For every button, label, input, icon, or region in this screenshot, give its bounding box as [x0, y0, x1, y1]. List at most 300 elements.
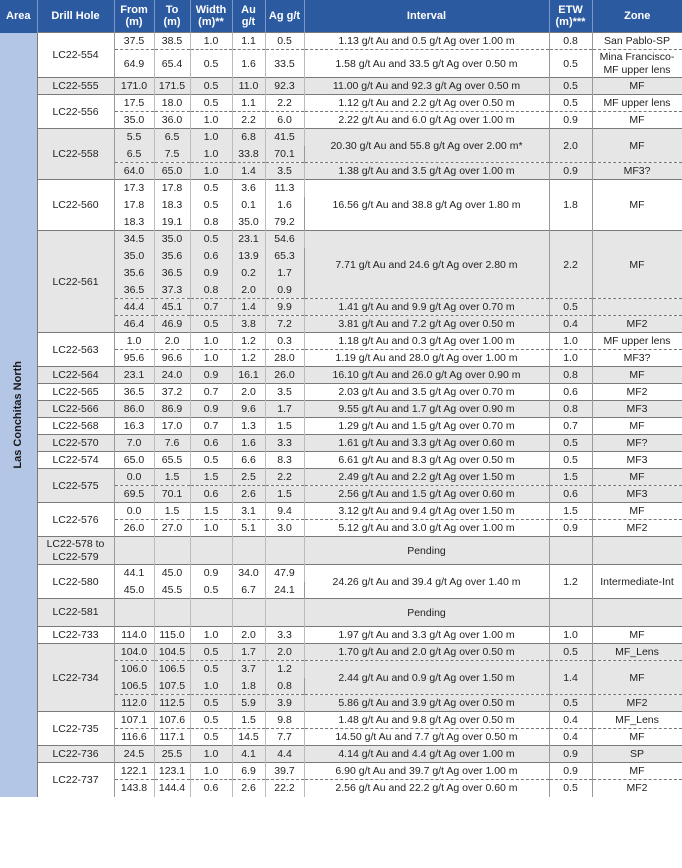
cell-from: 35.0 — [114, 248, 154, 265]
drill-hole-name: LC22-561 — [37, 231, 114, 333]
empty-cell — [232, 599, 265, 627]
zone-name: MF? — [592, 435, 682, 452]
interval-summary: 3.12 g/t Au and 9.4 g/t Ag over 1.50 m — [304, 503, 549, 520]
zone-name: MF_Lens — [592, 712, 682, 729]
cell-to: 104.5 — [154, 644, 190, 661]
drill-hole-name: LC22-566 — [37, 401, 114, 418]
cell-au: 1.1 — [232, 95, 265, 112]
cell-to: 106.5 — [154, 661, 190, 678]
cell-au: 2.6 — [232, 486, 265, 503]
cell-ag: 3.9 — [265, 695, 304, 712]
cell-from: 35.6 — [114, 265, 154, 282]
cell-width: 1.0 — [190, 112, 232, 129]
cell-au: 35.0 — [232, 214, 265, 231]
cell-to: 107.5 — [154, 678, 190, 695]
empty-cell — [114, 599, 154, 627]
cell-width: 0.5 — [190, 661, 232, 678]
etw-value: 0.6 — [549, 384, 592, 401]
cell-ag: 26.0 — [265, 367, 304, 384]
cell-from: 122.1 — [114, 763, 154, 780]
cell-from: 23.1 — [114, 367, 154, 384]
etw-value: 0.4 — [549, 729, 592, 746]
cell-to: 7.6 — [154, 435, 190, 452]
drill-hole-name: LC22-736 — [37, 746, 114, 763]
table-row — [0, 537, 682, 565]
interval-summary: 4.14 g/t Au and 4.4 g/t Ag over 1.00 m — [304, 746, 549, 763]
cell-ag: 24.1 — [265, 582, 304, 599]
cell-au: 6.8 — [232, 129, 265, 146]
cell-au: 2.6 — [232, 780, 265, 797]
cell-to: 1.5 — [154, 503, 190, 520]
zone-name: MF — [592, 627, 682, 644]
table-row — [0, 746, 682, 763]
cell-to: 65.4 — [154, 50, 190, 78]
drill-hole-name: LC22-558 — [37, 129, 114, 180]
table-row — [0, 469, 682, 486]
cell-width: 0.9 — [190, 401, 232, 418]
cell-to: 45.1 — [154, 299, 190, 316]
cell-to: 19.1 — [154, 214, 190, 231]
cell-to: 65.0 — [154, 163, 190, 180]
table-row — [0, 627, 682, 644]
area-cell — [0, 33, 37, 797]
table-row — [0, 231, 682, 248]
interval-summary: 1.13 g/t Au and 0.5 g/t Ag over 1.00 m — [304, 33, 549, 50]
col-header-width: Width (m)** — [190, 0, 232, 33]
interval-summary: 2.44 g/t Au and 0.9 g/t Ag over 1.50 m — [304, 661, 549, 695]
cell-width: 1.0 — [190, 746, 232, 763]
cell-au: 2.0 — [232, 384, 265, 401]
cell-to: 1.5 — [154, 469, 190, 486]
cell-width: 0.5 — [190, 729, 232, 746]
drill-hole-name: LC22-556 — [37, 95, 114, 129]
cell-width: 0.8 — [190, 214, 232, 231]
cell-from: 0.0 — [114, 469, 154, 486]
cell-from: 37.5 — [114, 33, 154, 50]
cell-to: 65.5 — [154, 452, 190, 469]
cell-au: 33.8 — [232, 146, 265, 163]
interval-summary: 24.26 g/t Au and 39.4 g/t Ag over 1.40 m — [304, 565, 549, 599]
interval-summary: 1.97 g/t Au and 3.3 g/t Ag over 1.00 m — [304, 627, 549, 644]
cell-to: 37.2 — [154, 384, 190, 401]
cell-ag: 1.5 — [265, 418, 304, 435]
drill-hole-name: LC22-575 — [37, 469, 114, 503]
drill-hole-name: LC22-565 — [37, 384, 114, 401]
table-row — [0, 78, 682, 95]
cell-to: 37.3 — [154, 282, 190, 299]
empty-cell — [154, 599, 190, 627]
cell-ag: 92.3 — [265, 78, 304, 95]
etw-value: 0.9 — [549, 520, 592, 537]
cell-width: 0.5 — [190, 452, 232, 469]
cell-au: 34.0 — [232, 565, 265, 582]
cell-ag: 9.9 — [265, 299, 304, 316]
cell-to: 115.0 — [154, 627, 190, 644]
table-row — [0, 452, 682, 469]
cell-width: 1.0 — [190, 678, 232, 695]
cell-ag: 0.8 — [265, 678, 304, 695]
etw-value: 1.5 — [549, 469, 592, 486]
cell-to: 36.0 — [154, 112, 190, 129]
cell-width: 1.0 — [190, 333, 232, 350]
cell-ag: 33.5 — [265, 50, 304, 78]
interval-summary: 7.71 g/t Au and 24.6 g/t Ag over 2.80 m — [304, 231, 549, 299]
etw-value: 0.9 — [549, 112, 592, 129]
cell-to: 17.0 — [154, 418, 190, 435]
etw-value: 0.5 — [549, 780, 592, 797]
interval-summary: 2.22 g/t Au and 6.0 g/t Ag over 1.00 m — [304, 112, 549, 129]
cell-ag: 1.7 — [265, 265, 304, 282]
empty-cell — [549, 599, 592, 627]
empty-cell — [154, 537, 190, 565]
interval-summary: 6.90 g/t Au and 39.7 g/t Ag over 1.00 m — [304, 763, 549, 780]
drill-hole-name: LC22-733 — [37, 627, 114, 644]
cell-from: 114.0 — [114, 627, 154, 644]
zone-name: MF2 — [592, 780, 682, 797]
interval-summary: 1.38 g/t Au and 3.5 g/t Ag over 1.00 m — [304, 163, 549, 180]
cell-width: 1.5 — [190, 469, 232, 486]
empty-cell — [592, 537, 682, 565]
cell-au: 16.1 — [232, 367, 265, 384]
cell-from: 112.0 — [114, 695, 154, 712]
interval-summary: 1.70 g/t Au and 2.0 g/t Ag over 0.50 m — [304, 644, 549, 661]
drill-hole-name: LC22-555 — [37, 78, 114, 95]
interval-summary: 1.61 g/t Au and 3.3 g/t Ag over 0.60 m — [304, 435, 549, 452]
zone-name: MF2 — [592, 384, 682, 401]
cell-ag: 3.3 — [265, 627, 304, 644]
drill-hole-name: LC22-570 — [37, 435, 114, 452]
cell-width: 0.9 — [190, 565, 232, 582]
col-header-from: From (m) — [114, 0, 154, 33]
cell-width: 0.5 — [190, 582, 232, 599]
etw-value: 0.9 — [549, 163, 592, 180]
cell-to: 6.5 — [154, 129, 190, 146]
cell-from: 143.8 — [114, 780, 154, 797]
cell-au: 2.0 — [232, 282, 265, 299]
cell-to: 25.5 — [154, 746, 190, 763]
drill-hole-name: LC22-578 to LC22-579 — [37, 537, 114, 565]
cell-width: 1.0 — [190, 627, 232, 644]
table-row — [0, 644, 682, 661]
cell-to: 171.5 — [154, 78, 190, 95]
table-row — [0, 180, 682, 197]
cell-to: 112.5 — [154, 695, 190, 712]
cell-width: 0.9 — [190, 265, 232, 282]
interval-summary: 2.03 g/t Au and 3.5 g/t Ag over 0.70 m — [304, 384, 549, 401]
cell-ag: 7.7 — [265, 729, 304, 746]
cell-from: 18.3 — [114, 214, 154, 231]
drill-hole-name: LC22-563 — [37, 333, 114, 367]
etw-value: 1.8 — [549, 180, 592, 231]
col-header-area: Area — [0, 0, 37, 33]
etw-value: 0.8 — [549, 401, 592, 418]
etw-value: 0.5 — [549, 299, 592, 316]
cell-to: 38.5 — [154, 33, 190, 50]
zone-name: MF — [592, 231, 682, 299]
etw-value: 1.4 — [549, 661, 592, 695]
cell-to: 35.6 — [154, 248, 190, 265]
drill-hole-name: LC22-581 — [37, 599, 114, 627]
cell-from: 34.5 — [114, 231, 154, 248]
cell-from: 5.5 — [114, 129, 154, 146]
cell-from: 0.0 — [114, 503, 154, 520]
cell-to: 35.0 — [154, 231, 190, 248]
cell-from: 36.5 — [114, 384, 154, 401]
interval-summary: 5.12 g/t Au and 3.0 g/t Ag over 1.00 m — [304, 520, 549, 537]
cell-ag: 9.4 — [265, 503, 304, 520]
cell-ag: 8.3 — [265, 452, 304, 469]
cell-from: 106.0 — [114, 661, 154, 678]
cell-ag: 6.0 — [265, 112, 304, 129]
etw-value: 0.6 — [549, 486, 592, 503]
cell-to: 117.1 — [154, 729, 190, 746]
cell-from: 106.5 — [114, 678, 154, 695]
cell-from: 26.0 — [114, 520, 154, 537]
interval-summary: 6.61 g/t Au and 8.3 g/t Ag over 0.50 m — [304, 452, 549, 469]
cell-width: 1.0 — [190, 520, 232, 537]
etw-value: 0.5 — [549, 644, 592, 661]
cell-au: 6.6 — [232, 452, 265, 469]
interval-summary: 11.00 g/t Au and 92.3 g/t Ag over 0.50 m — [304, 78, 549, 95]
cell-width: 0.5 — [190, 644, 232, 661]
table-row — [0, 384, 682, 401]
interval-summary: 1.58 g/t Au and 33.5 g/t Ag over 0.50 m — [304, 50, 549, 78]
cell-au: 3.1 — [232, 503, 265, 520]
cell-to: 46.9 — [154, 316, 190, 333]
cell-width: 1.0 — [190, 129, 232, 146]
zone-name: MF3? — [592, 350, 682, 367]
cell-au: 2.2 — [232, 112, 265, 129]
drill-hole-name: LC22-576 — [37, 503, 114, 537]
cell-width: 0.5 — [190, 316, 232, 333]
zone-name: MF_Lens — [592, 644, 682, 661]
cell-au: 5.9 — [232, 695, 265, 712]
col-header-au: Au g/t — [232, 0, 265, 33]
cell-au: 6.9 — [232, 763, 265, 780]
cell-au: 1.4 — [232, 163, 265, 180]
cell-width: 1.0 — [190, 350, 232, 367]
pending-label: Pending — [304, 537, 549, 565]
cell-width: 0.5 — [190, 197, 232, 214]
table-row — [0, 712, 682, 729]
cell-to: 86.9 — [154, 401, 190, 418]
etw-value: 1.0 — [549, 333, 592, 350]
col-header-drill-hole: Drill Hole — [37, 0, 114, 33]
zone-name: MF — [592, 78, 682, 95]
cell-width: 0.5 — [190, 95, 232, 112]
etw-value: 0.4 — [549, 712, 592, 729]
cell-from: 36.5 — [114, 282, 154, 299]
cell-from: 95.6 — [114, 350, 154, 367]
cell-au: 5.1 — [232, 520, 265, 537]
zone-name: Mina Francisco-MF upper lens — [592, 50, 682, 78]
cell-to: 123.1 — [154, 763, 190, 780]
cell-width: 0.5 — [190, 231, 232, 248]
cell-ag: 1.7 — [265, 401, 304, 418]
cell-ag: 47.9 — [265, 565, 304, 582]
cell-au: 0.2 — [232, 265, 265, 282]
etw-value: 2.0 — [549, 129, 592, 163]
cell-au: 1.6 — [232, 50, 265, 78]
cell-from: 7.0 — [114, 435, 154, 452]
etw-value: 0.7 — [549, 418, 592, 435]
empty-cell — [114, 537, 154, 565]
etw-value: 0.9 — [549, 746, 592, 763]
col-header-to: To (m) — [154, 0, 190, 33]
cell-width: 1.0 — [190, 763, 232, 780]
zone-name: MF3 — [592, 486, 682, 503]
cell-from: 17.8 — [114, 197, 154, 214]
cell-to: 45.0 — [154, 565, 190, 582]
col-header-interval: Interval — [304, 0, 549, 33]
cell-au: 1.4 — [232, 299, 265, 316]
cell-from: 86.0 — [114, 401, 154, 418]
drill-hole-name: LC22-737 — [37, 763, 114, 797]
cell-width: 0.6 — [190, 780, 232, 797]
cell-width: 0.5 — [190, 78, 232, 95]
zone-name: MF upper lens — [592, 95, 682, 112]
zone-name: San Pablo-SP — [592, 33, 682, 50]
cell-au: 1.7 — [232, 644, 265, 661]
cell-to: 24.0 — [154, 367, 190, 384]
etw-value: 1.0 — [549, 350, 592, 367]
cell-ag: 1.6 — [265, 197, 304, 214]
interval-summary: 1.12 g/t Au and 2.2 g/t Ag over 0.50 m — [304, 95, 549, 112]
etw-value: 0.4 — [549, 316, 592, 333]
cell-width: 0.6 — [190, 435, 232, 452]
cell-ag: 11.3 — [265, 180, 304, 197]
cell-to: 45.5 — [154, 582, 190, 599]
cell-width: 0.7 — [190, 418, 232, 435]
cell-au: 1.5 — [232, 712, 265, 729]
cell-ag: 3.0 — [265, 520, 304, 537]
cell-au: 1.6 — [232, 435, 265, 452]
cell-ag: 22.2 — [265, 780, 304, 797]
cell-width: 0.6 — [190, 248, 232, 265]
cell-width: 0.5 — [190, 50, 232, 78]
cell-ag: 3.3 — [265, 435, 304, 452]
etw-value: 0.8 — [549, 33, 592, 50]
zone-name: MF — [592, 503, 682, 520]
cell-ag: 0.3 — [265, 333, 304, 350]
drill-hole-name: LC22-735 — [37, 712, 114, 746]
cell-width: 0.7 — [190, 299, 232, 316]
cell-to: 144.4 — [154, 780, 190, 797]
cell-au: 3.8 — [232, 316, 265, 333]
zone-name: MF — [592, 418, 682, 435]
interval-summary: 1.18 g/t Au and 0.3 g/t Ag over 1.00 m — [304, 333, 549, 350]
cell-ag: 41.5 — [265, 129, 304, 146]
empty-cell — [592, 599, 682, 627]
cell-from: 6.5 — [114, 146, 154, 163]
cell-au: 4.1 — [232, 746, 265, 763]
cell-to: 70.1 — [154, 486, 190, 503]
etw-value: 1.5 — [549, 503, 592, 520]
cell-au: 6.7 — [232, 582, 265, 599]
cell-au: 3.7 — [232, 661, 265, 678]
etw-value: 0.5 — [549, 50, 592, 78]
cell-au: 3.6 — [232, 180, 265, 197]
table-row — [0, 565, 682, 582]
drill-hole-name: LC22-734 — [37, 644, 114, 712]
cell-to: 7.5 — [154, 146, 190, 163]
interval-summary: 1.48 g/t Au and 9.8 g/t Ag over 0.50 m — [304, 712, 549, 729]
cell-from: 171.0 — [114, 78, 154, 95]
empty-cell — [190, 537, 232, 565]
cell-width: 0.8 — [190, 282, 232, 299]
empty-cell — [265, 537, 304, 565]
cell-ag: 0.5 — [265, 33, 304, 50]
zone-name: MF3 — [592, 452, 682, 469]
cell-width: 0.9 — [190, 367, 232, 384]
interval-summary: 1.29 g/t Au and 1.5 g/t Ag over 0.70 m — [304, 418, 549, 435]
interval-summary: 9.55 g/t Au and 1.7 g/t Ag over 0.90 m — [304, 401, 549, 418]
cell-ag: 39.7 — [265, 763, 304, 780]
zone-name: SP — [592, 746, 682, 763]
zone-name — [592, 299, 682, 316]
etw-value: 0.5 — [549, 435, 592, 452]
cell-ag: 2.2 — [265, 95, 304, 112]
cell-width: 1.0 — [190, 33, 232, 50]
cell-au: 14.5 — [232, 729, 265, 746]
empty-cell — [265, 599, 304, 627]
cell-ag: 2.0 — [265, 644, 304, 661]
etw-value: 0.8 — [549, 367, 592, 384]
interval-summary: 16.56 g/t Au and 38.8 g/t Ag over 1.80 m — [304, 180, 549, 231]
zone-name: MF2 — [592, 695, 682, 712]
cell-ag: 3.5 — [265, 384, 304, 401]
etw-value: 0.5 — [549, 95, 592, 112]
cell-to: 27.0 — [154, 520, 190, 537]
zone-name: MF — [592, 367, 682, 384]
etw-value: 0.5 — [549, 78, 592, 95]
cell-to: 107.6 — [154, 712, 190, 729]
cell-to: 17.8 — [154, 180, 190, 197]
cell-to: 2.0 — [154, 333, 190, 350]
cell-from: 65.0 — [114, 452, 154, 469]
cell-ag: 3.5 — [265, 163, 304, 180]
interval-summary: 5.86 g/t Au and 3.9 g/t Ag over 0.50 m — [304, 695, 549, 712]
cell-ag: 0.9 — [265, 282, 304, 299]
cell-width: 0.5 — [190, 695, 232, 712]
etw-value: 0.5 — [549, 452, 592, 469]
cell-from: 35.0 — [114, 112, 154, 129]
cell-from: 17.5 — [114, 95, 154, 112]
header-row — [0, 0, 682, 33]
cell-ag: 9.8 — [265, 712, 304, 729]
cell-width: 1.5 — [190, 503, 232, 520]
cell-ag: 7.2 — [265, 316, 304, 333]
cell-from: 46.4 — [114, 316, 154, 333]
drill-hole-name: LC22-580 — [37, 565, 114, 599]
drill-hole-name: LC22-554 — [37, 33, 114, 78]
cell-from: 24.5 — [114, 746, 154, 763]
cell-ag: 65.3 — [265, 248, 304, 265]
cell-au: 1.1 — [232, 33, 265, 50]
cell-ag: 28.0 — [265, 350, 304, 367]
cell-au: 13.9 — [232, 248, 265, 265]
cell-au: 2.5 — [232, 469, 265, 486]
cell-au: 1.2 — [232, 333, 265, 350]
col-header-ag: Ag g/t — [265, 0, 304, 33]
zone-name: MF — [592, 469, 682, 486]
cell-width: 0.7 — [190, 384, 232, 401]
table-row — [0, 367, 682, 384]
zone-name: MF — [592, 112, 682, 129]
cell-from: 69.5 — [114, 486, 154, 503]
cell-au: 1.3 — [232, 418, 265, 435]
zone-name: Intermediate-Int — [592, 565, 682, 599]
